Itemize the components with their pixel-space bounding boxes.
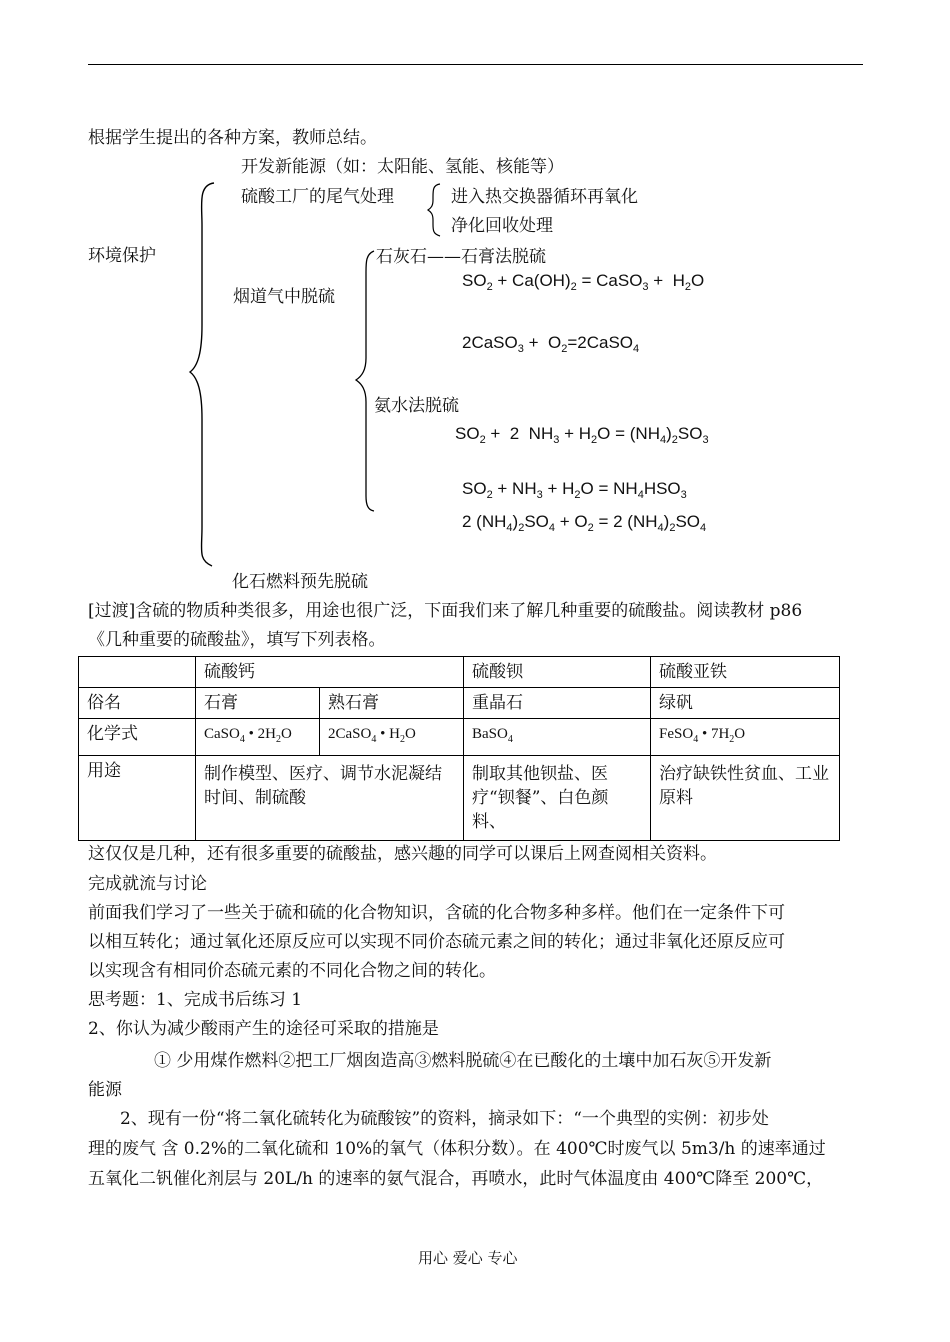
equation-lime-2: 2CaSO$_3$ + $O_2=2CaSO_4$ (462, 333, 640, 355)
section-title: 完成就流与讨论 (88, 874, 207, 894)
tree-fossil-fuel: 化石燃料预先脱硫 (232, 572, 368, 592)
tree-lime-method: 石灰石——石膏法脱硫 (376, 247, 546, 267)
table-cell: 熟石膏 (320, 688, 464, 719)
main-brace (190, 183, 214, 566)
equation-lime-1: $SO_2 + Ca(OH)_2$ = CaSO$_3$ + $H_2O$ (462, 271, 705, 293)
intro-text: 根据学生提出的各种方案，教师总结。 (88, 128, 377, 148)
tail-brace (428, 184, 440, 236)
tree-tail-gas: 硫酸工厂的尾气处理 (241, 187, 394, 207)
question-2-options-cont: 能源 (88, 1080, 122, 1100)
table-cell: 石膏 (196, 688, 320, 719)
table-cell: 制作模型、医疗、调节水泥凝结时间、制硫酸 (196, 756, 464, 841)
transition-line-1: [过渡]含硫的物质种类很多，用途也很广泛，下面我们来了解几种重要的硫酸盐。阅读教材 p86 (88, 601, 803, 621)
table-cell: 重晶石 (464, 688, 651, 719)
sulfate-table (78, 656, 840, 841)
tree-ammonia-method: 氨水法脱硫 (374, 396, 459, 416)
question-3-line: 理的废气 含 0.2%的二氧化硫和 10%的氧气（体积分数）。在 400℃时废气以 5m3/h 的速率通过 (88, 1139, 826, 1159)
dot-symbol: • (701, 726, 708, 742)
table-header-cell: 硫酸钙 (196, 657, 464, 688)
table-cell: CaSO$_4$ • $2H_2O$ (196, 719, 320, 756)
table-cell: 2CaSO$_4$ • $H_2O$ (320, 719, 464, 756)
transition-line-2: 《几种重要的硫酸盐》，填写下列表格。 (88, 630, 386, 650)
table-cell: BaSO$_4$ (464, 719, 651, 756)
tree-new-energy: 开发新能源（如：太阳能、氢能、核能等） (241, 157, 564, 177)
paragraph-line: 以相互转化；通过氧化还原反应可以实现不同价态硫元素之间的转化；通过非氧化还原反应可 (88, 932, 785, 952)
table-row (79, 688, 840, 719)
table-header-cell: 硫酸钡 (464, 657, 651, 688)
table-header-cell: 硫酸亚铁 (651, 657, 840, 688)
equation-ammonia-1: $SO_2 + 2$ $NH_3 + H_2O = (NH_4)_2SO_3$ (455, 424, 709, 446)
tree-root: 环境保护 (88, 246, 156, 266)
dot-symbol: • (248, 726, 254, 742)
table-row (79, 719, 840, 756)
tree-flue-gas: 烟道气中脱硫 (233, 287, 335, 307)
table-cell: 绿矾 (651, 688, 840, 719)
question-3-line: 五氧化二钒催化剂层与 20L/h 的速率的氨气混合，再喷水，此时气体温度由 400℃降至 200℃， (88, 1169, 824, 1189)
paragraph-line: 前面我们学习了一些关于硫和硫的化合物知识，含硫的化合物多种多样。他们在一定条件下可 (88, 903, 785, 923)
tree-tail-option-2: 净化回收处理 (451, 216, 553, 236)
dot-symbol: • (380, 726, 386, 742)
paragraph-line: 以实现含有相同价态硫元素的不同化合物之间的转化。 (88, 961, 496, 981)
table-row (79, 756, 840, 841)
table-row (79, 657, 840, 688)
table-row-label: 俗名 (79, 688, 196, 719)
table-cell: 制取其他钡盐、医疗“钡餐”、白色颜料、 (464, 756, 651, 841)
table-cell: FeSO$_4$ • $7H_2O$ (651, 719, 840, 756)
table-row-label: 用途 (79, 756, 196, 841)
flue-brace (356, 251, 374, 511)
question-3-line: 2、现有一份“将二氧化硫转化为硫酸铵”的资料，摘录如下：“一个典型的实例：初步处 (120, 1109, 769, 1129)
page-footer: 用心 爱心 专心 (418, 1249, 518, 1267)
tree-tail-option-1: 进入热交换器循环再氧化 (451, 187, 638, 207)
question-2: 2、你认为减少酸雨产生的途径可采取的措施是 (88, 1019, 439, 1039)
table-cell (79, 657, 196, 688)
question-2-options: ① 少用煤作燃料②把工厂烟囱造高③燃料脱硫④在已酸化的土壤中加石灰⑤开发新 (154, 1051, 772, 1071)
question-1: 思考题：1、完成书后练习 1 (88, 990, 303, 1010)
table-row-label: 化学式 (79, 719, 196, 756)
equation-ammonia-2: $SO_2 + NH_3 + H_2O = NH_4HSO_3$ (462, 479, 687, 501)
after-table-text: 这仅仅是几种，还有很多重要的硫酸盐，感兴趣的同学可以课后上网查阅相关资料。 (88, 844, 717, 864)
table-cell: 治疗缺铁性贫血、工业原料 (651, 756, 840, 841)
equation-ammonia-3: 2 $(NH_4)_2SO_4 + O_2 = 2$ $(NH_4)_2SO_4$ (462, 512, 707, 534)
